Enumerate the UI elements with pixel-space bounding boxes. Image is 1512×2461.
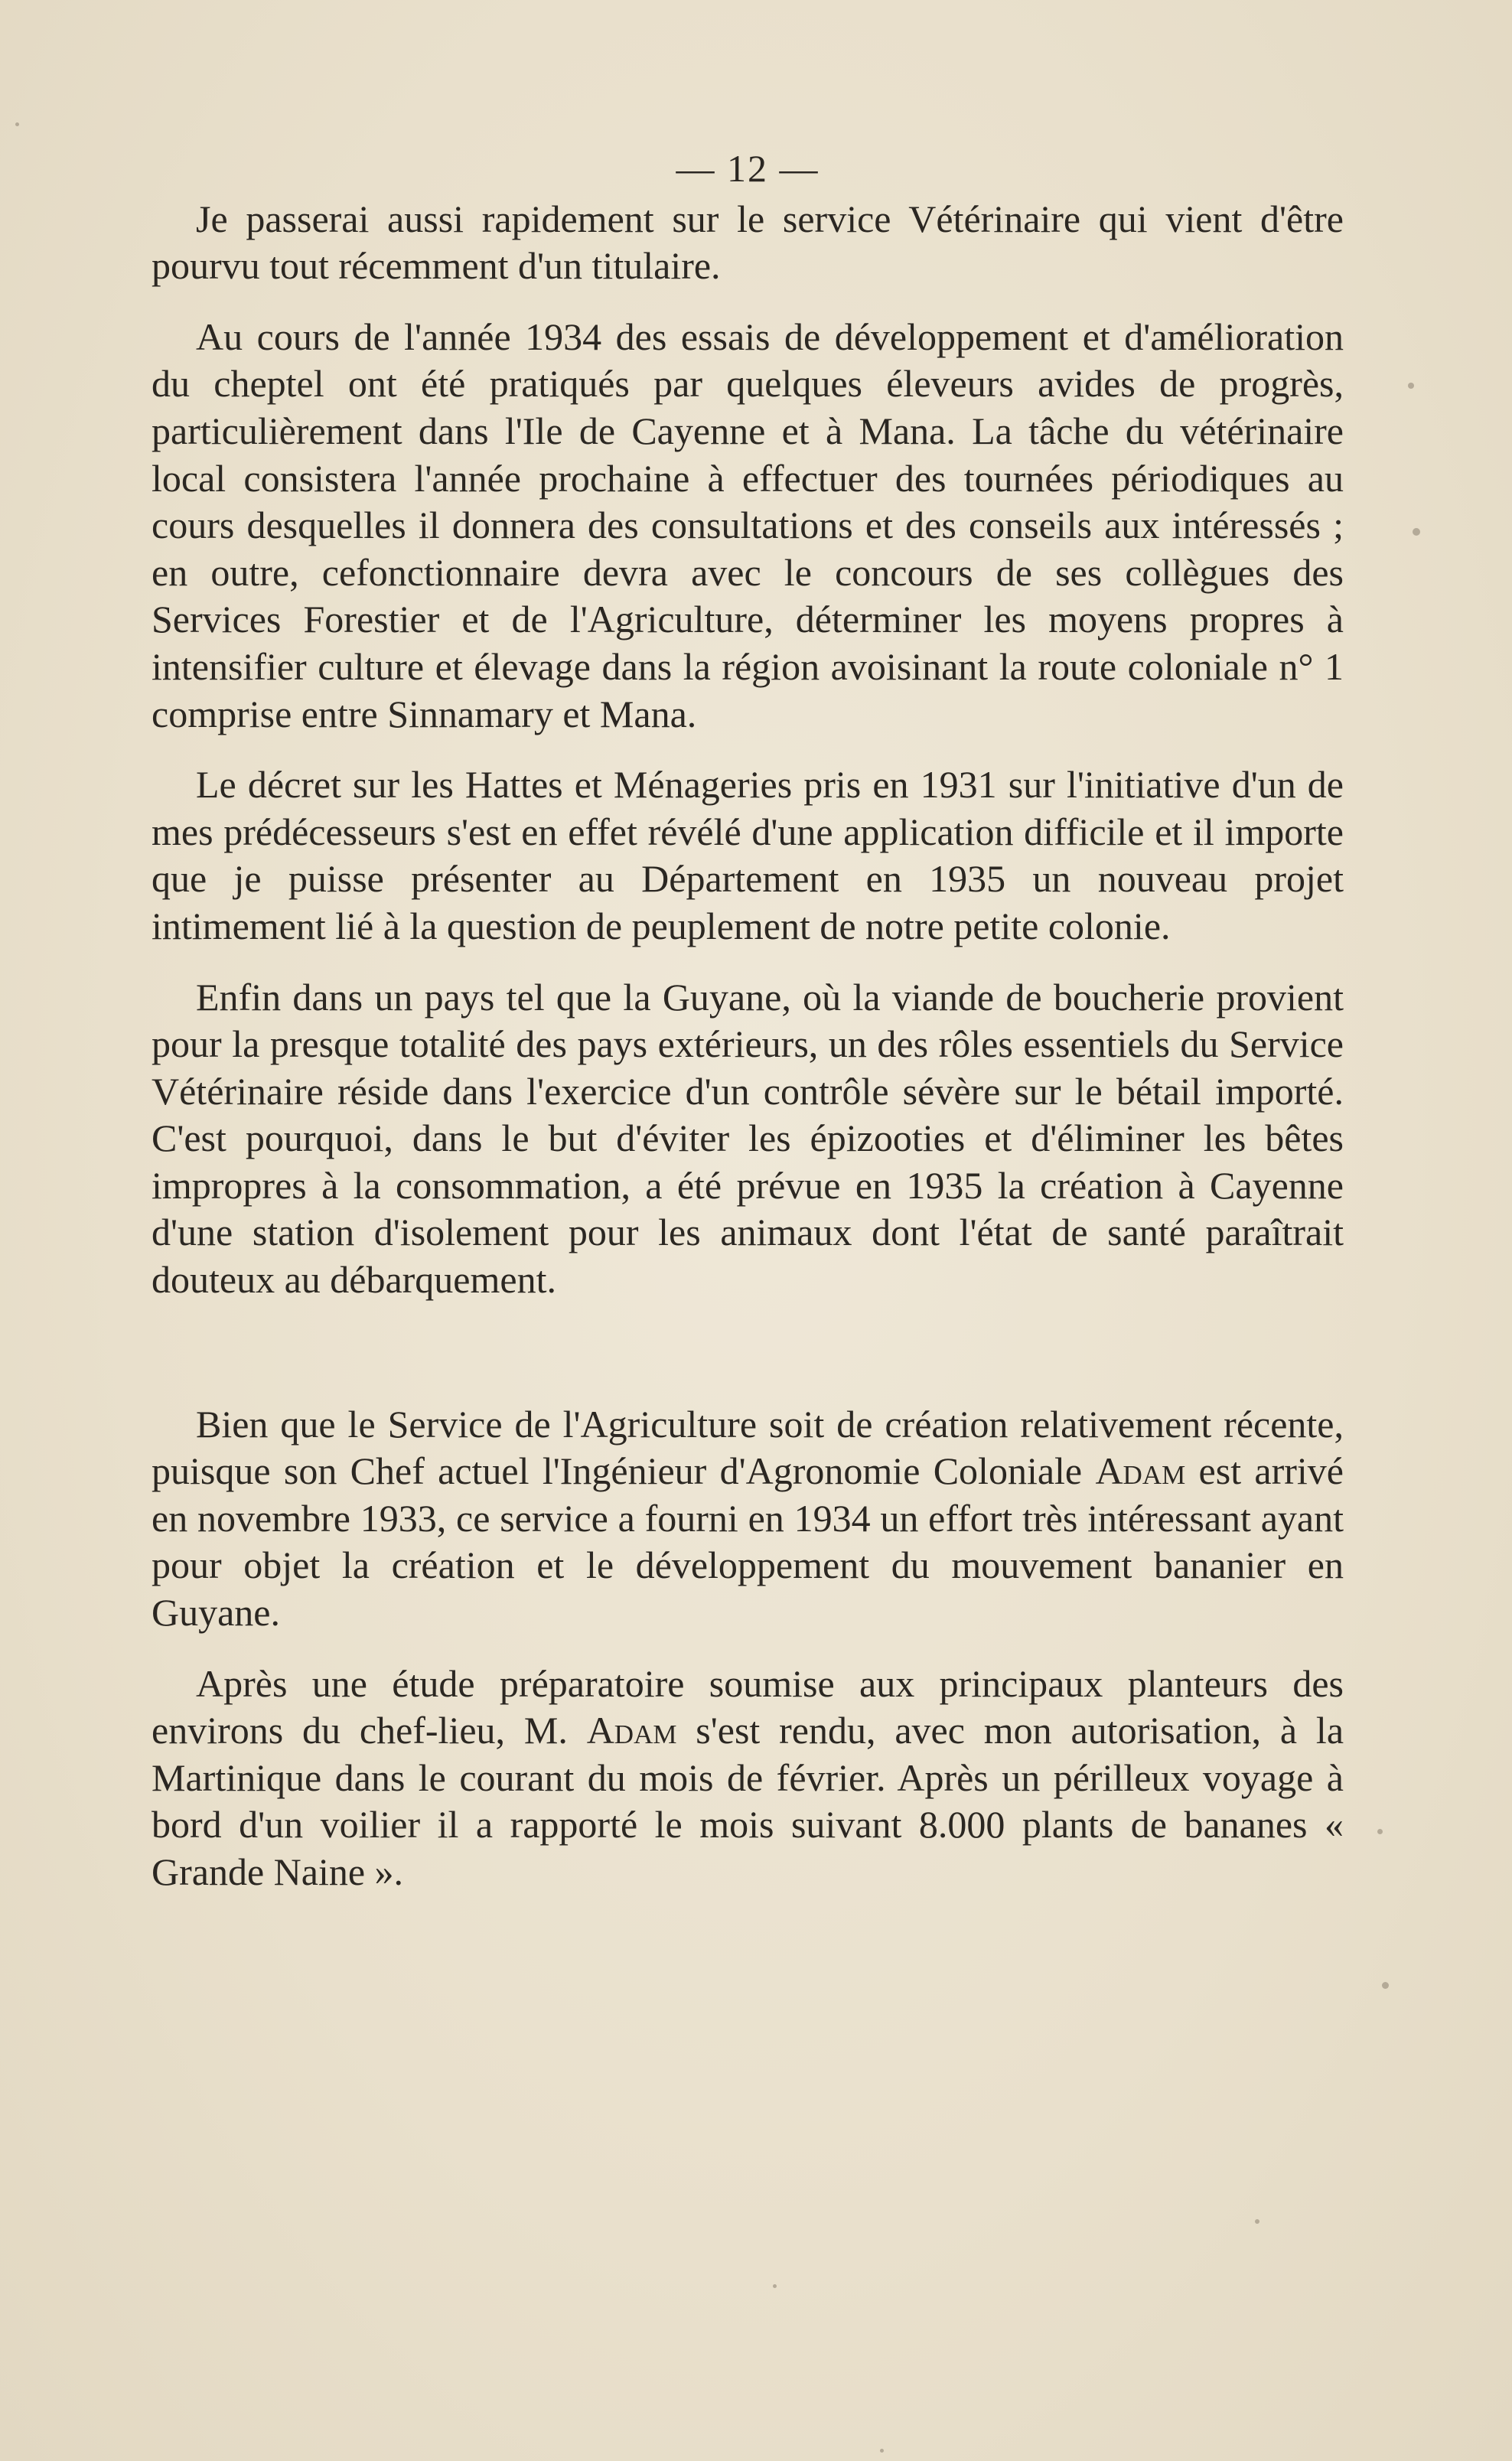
paper-speck	[1255, 2219, 1259, 2224]
trip-text-end: s'est rendu, avec mon autorisation, à la Martinique dans le courant du mois de février. Après un périlleux voyage à bord d'un voilier il a rapporté le mois suivant 8.000 plants de bananes « Grande Naine ».	[152, 1709, 1344, 1893]
paragraph-controle: Enfin dans un pays tel que la Guyane, où la viande de boucherie provient pour la presque totalité des pays extérieurs, un des rôles essentiels du Service Vétérinaire réside dans l'exercice d'un contrôle sévère sur le bétail importé. C'est pourquoi, dans le but d'éviter les épizooties et d'éliminer les bêtes impropres à la consommation, a été prévue en 1935 la création à Cayenne d'une station d'isolement pour les animaux dont l'état de santé paraîtrait douteux au débarquement.	[152, 975, 1344, 1302]
paper-speck	[15, 122, 19, 126]
page-number: — 12 —	[676, 147, 820, 190]
engineer-name-2: Adam	[586, 1709, 677, 1752]
paper-speck	[1377, 1829, 1383, 1834]
paper-speck	[1413, 528, 1420, 536]
paragraph-martinique-trip	[152, 1661, 1344, 1896]
page-text	[152, 145, 1344, 1920]
paper-speck	[1382, 1982, 1389, 1989]
paragraph-veterinary-intro: Je passerai aussi rapidement sur le service Vétérinaire qui vient d'être pourvu tout récemment d'un titulaire.	[152, 197, 1344, 288]
section-gap	[152, 1328, 1344, 1401]
paragraph-agriculture-service	[152, 1401, 1344, 1637]
paper-speck	[773, 2284, 777, 2288]
paper-speck	[1408, 383, 1414, 389]
engineer-name: Adam	[1095, 1449, 1186, 1493]
paragraph-decret: Le décret sur les Hattes et Ménageries pris en 1931 sur l'initiative d'un de mes prédécesseurs s'est en effet révélé d'une application difficile et il importe que je puisse présenter au Département en 1935 un nouveau projet intimement lié à la question de peuplement de notre petite colonie.	[152, 763, 1344, 947]
paper-speck	[880, 2449, 884, 2453]
agriculture-text-start: Bien que le Service de l'Agriculture soit de création relativement récente, puisque son Chef actuel l'Ingénieur d'Agronomie Coloniale	[152, 1402, 1344, 1493]
agriculture-text-end: est arrivé en novembre 1933, ce service a fourni en 1934 un effort très intéressant ayant pour objet la création et le développement du mouvement bananier en Guyane.	[152, 1449, 1344, 1635]
trip-text-start: Après une étude préparatoire soumise aux principaux planteurs des environs du chef-lieu, M.	[152, 1661, 1344, 1752]
paragraph-cheptel: Au cours de l'année 1934 des essais de développement et d'amélioration du cheptel ont été pratiqués par quelques éleveurs avides de progrès, particulièrement dans l'Ile de Cayenne et à Mana. La tâche du vétérinaire local consistera l'année prochaine à effectuer des tournées périodiques au cours desquelles il donnera des consultations et des conseils aux intéressés ; en outre, cefonctionnaire devra avec le concours de ses collègues des Services Forestier et de l'Agriculture, déterminer les moyens propres à intensifier culture et élevage dans la région avoisinant la route coloniale n° 1 comprise entre Sinnamary et Mana.	[152, 315, 1344, 735]
